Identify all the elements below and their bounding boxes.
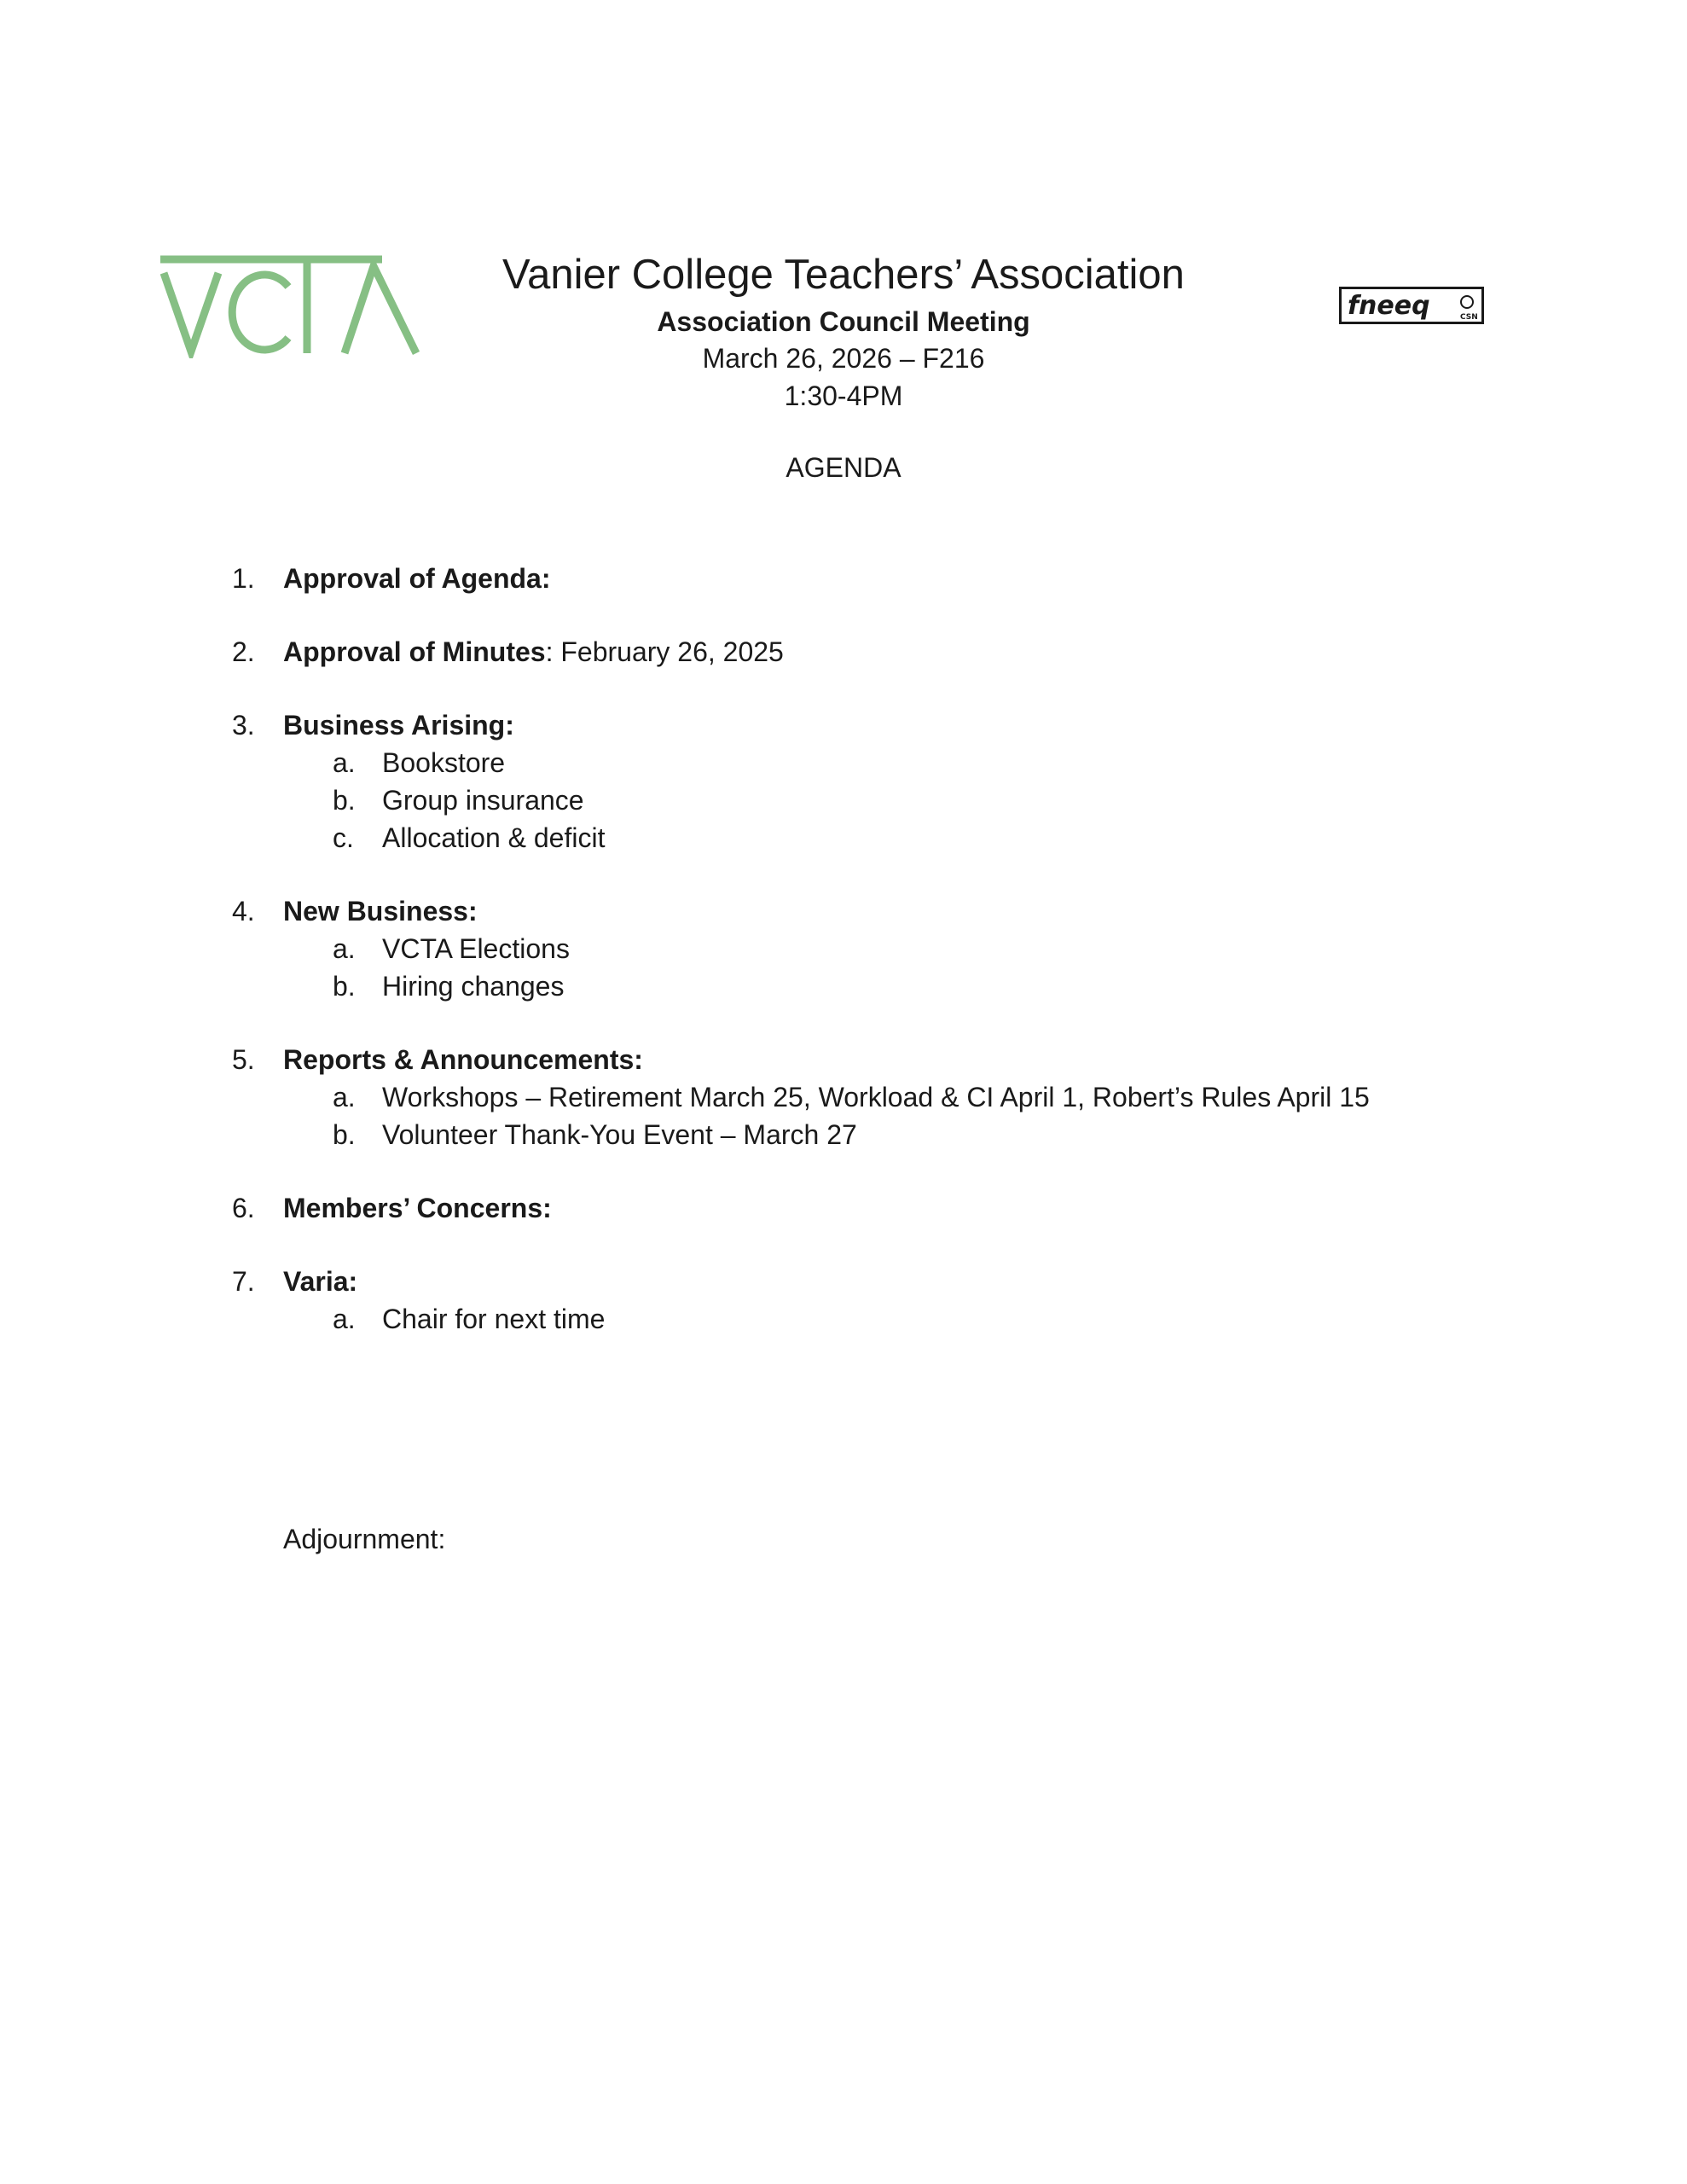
agenda-subitem	[333, 819, 1511, 857]
agenda-item-label: Approval of Minutes	[283, 636, 546, 667]
agenda-item-text	[283, 1189, 1511, 1227]
agenda-subitem	[333, 930, 1511, 967]
svg-text:CSN: CSN	[1460, 313, 1478, 322]
agenda-item	[232, 1041, 1511, 1153]
meeting-date-room: March 26, 2026 – F216	[702, 343, 985, 374]
agenda-item-text	[283, 560, 1511, 597]
agenda-item-number: 7.	[232, 1266, 255, 1297]
agenda-subitem	[333, 744, 1511, 781]
agenda-item-number: 3.	[232, 710, 255, 741]
agenda-item-text	[283, 633, 1511, 671]
agenda-item-number: 5.	[232, 1044, 255, 1075]
agenda-subitem-letter: a.	[333, 933, 356, 964]
agenda-item-label: Approval of Agenda:	[283, 563, 551, 594]
agenda-item-number: 6.	[232, 1193, 255, 1223]
agenda-item-label: Business Arising:	[283, 710, 514, 741]
organization-name: Vanier College Teachers’ Association	[502, 252, 1185, 298]
agenda-item	[232, 1189, 1511, 1227]
agenda-item	[232, 706, 1511, 857]
document-header	[0, 249, 1687, 486]
agenda-item-text	[283, 706, 1511, 744]
adjournment-label: Adjournment:	[283, 1524, 446, 1554]
agenda-item-number: 2.	[232, 636, 255, 667]
agenda-subitem-text: Chair for next time	[382, 1304, 606, 1334]
agenda-subitem-text: Workshops – Retirement March 25, Workload & CI April 1, Robert’s Rules April 15	[382, 1082, 1370, 1112]
agenda-list	[232, 560, 1511, 1374]
agenda-item-text	[283, 1041, 1511, 1078]
agenda-subitem-text: Allocation & deficit	[382, 822, 606, 853]
agenda-subitem-letter: a.	[333, 747, 356, 778]
agenda-item-label: Reports & Announcements:	[283, 1044, 643, 1075]
agenda-subitem-letter: c.	[333, 822, 354, 853]
agenda-subitems	[333, 930, 1511, 1005]
agenda-subitem	[333, 1116, 1511, 1153]
agenda-item-label: Members’ Concerns:	[283, 1193, 552, 1223]
agenda-subitem-text: Volunteer Thank-You Event – March 27	[382, 1119, 857, 1150]
agenda-subitems	[333, 1078, 1511, 1153]
agenda-subitem-letter: b.	[333, 1119, 356, 1150]
agenda-item	[232, 633, 1511, 671]
agenda-subitem-letter: b.	[333, 785, 356, 816]
agenda-item-label: Varia:	[283, 1266, 358, 1297]
agenda-subitems	[333, 1300, 1511, 1338]
agenda-subitem-text: Hiring changes	[382, 971, 565, 1002]
agenda-subitem-letter: b.	[333, 971, 356, 1002]
agenda-subitem	[333, 781, 1511, 819]
agenda-item-text	[283, 892, 1511, 930]
agenda-item	[232, 892, 1511, 1005]
agenda-item	[232, 1263, 1511, 1338]
agenda-item-detail: : February 26, 2025	[545, 636, 784, 667]
agenda-subitem-letter: a.	[333, 1082, 356, 1112]
agenda-item-number: 1.	[232, 563, 255, 594]
agenda-subitem	[333, 967, 1511, 1005]
agenda-item	[232, 560, 1511, 597]
meeting-time: 1:30-4PM	[784, 380, 903, 411]
agenda-item-label: New Business:	[283, 896, 478, 926]
agenda-item-text	[283, 1263, 1511, 1300]
agenda-heading: AGENDA	[786, 452, 901, 483]
svg-text:fneeq: fneeq	[1348, 291, 1430, 321]
agenda-subitem-text: VCTA Elections	[382, 933, 570, 964]
agenda-item-number: 4.	[232, 896, 255, 926]
meeting-type: Association Council Meeting	[657, 306, 1030, 337]
agenda-subitem	[333, 1078, 1511, 1116]
agenda-subitem-letter: a.	[333, 1304, 356, 1334]
agenda-subitems	[333, 744, 1511, 857]
agenda-subitem-text: Group insurance	[382, 785, 584, 816]
agenda-subitem	[333, 1300, 1511, 1338]
agenda-subitem-text: Bookstore	[382, 747, 506, 778]
